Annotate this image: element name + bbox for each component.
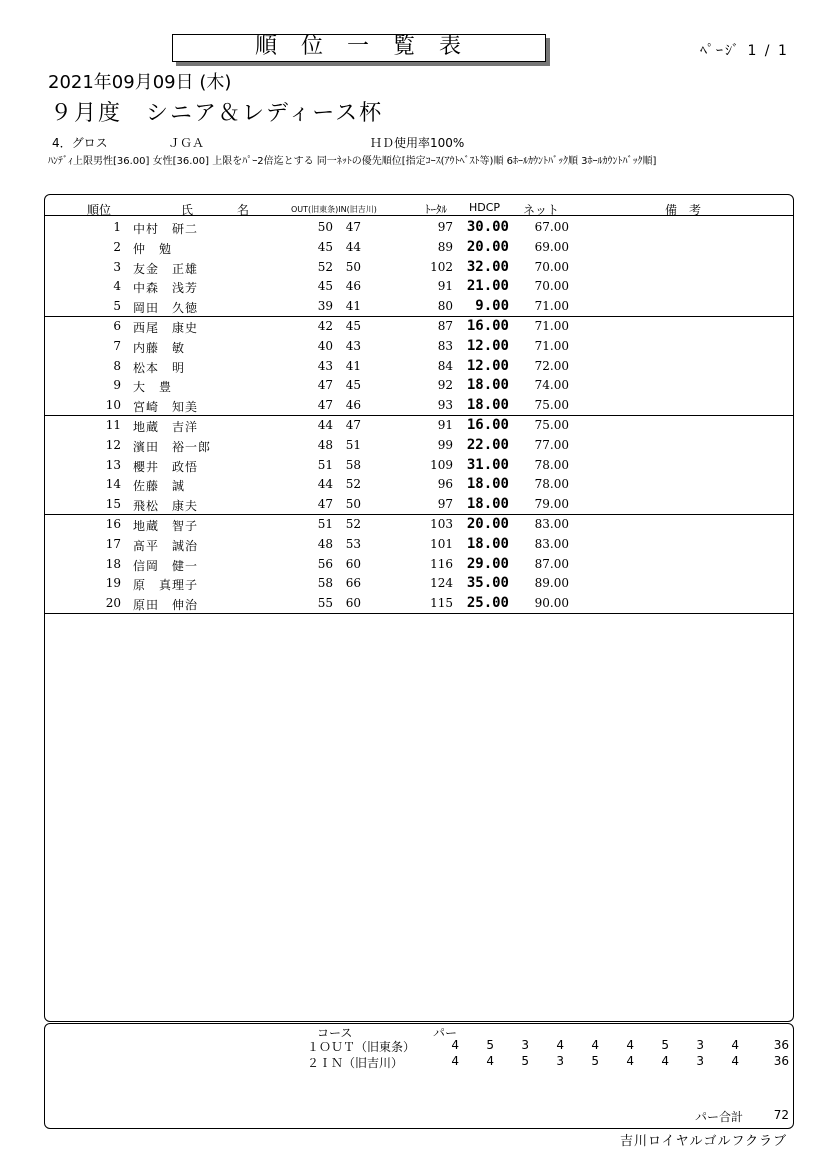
hole-par: 4 bbox=[661, 1054, 669, 1068]
total-cell: 97 bbox=[437, 497, 453, 512]
in-score-cell: 41 bbox=[345, 299, 361, 314]
hole-par: 4 bbox=[626, 1038, 634, 1052]
name-cell: 内藤 敏 bbox=[133, 340, 186, 355]
name-cell: 友金 正雄 bbox=[133, 261, 199, 276]
hole-par: 4 bbox=[731, 1054, 739, 1068]
results-table bbox=[44, 194, 794, 1022]
course-par-panel bbox=[44, 1023, 794, 1129]
table-row bbox=[45, 554, 793, 574]
rank-cell: 20 bbox=[105, 596, 121, 611]
rank-cell: 11 bbox=[105, 418, 121, 432]
total-cell: 92 bbox=[437, 378, 453, 393]
net-cell: 71.00 bbox=[534, 299, 569, 314]
out-score-cell: 48 bbox=[317, 536, 333, 551]
event-date: 2021年09月09日 (木) bbox=[48, 72, 232, 93]
rank-cell: 5 bbox=[113, 299, 121, 314]
hole-par: 5 bbox=[591, 1054, 599, 1068]
scoring-label: ＪＧＡ bbox=[168, 136, 205, 150]
hdcp-cell: 9.00 bbox=[475, 298, 509, 315]
table-row bbox=[45, 474, 793, 494]
net-cell: 78.00 bbox=[534, 477, 569, 492]
par-total-label: パー合計 bbox=[695, 1110, 744, 1124]
total-cell: 83 bbox=[437, 338, 453, 353]
out-score-cell: 47 bbox=[317, 497, 333, 512]
total-cell: 87 bbox=[437, 319, 453, 333]
table-header bbox=[45, 201, 793, 215]
in-score-cell: 60 bbox=[345, 596, 361, 611]
rank-cell: 3 bbox=[113, 259, 121, 274]
in-score-cell: 50 bbox=[345, 259, 361, 274]
group-divider bbox=[45, 613, 793, 614]
in-score-cell: 44 bbox=[345, 239, 361, 254]
name-cell: 髙平 誠治 bbox=[133, 538, 199, 553]
hole-par: 4 bbox=[486, 1054, 494, 1068]
table-row bbox=[45, 593, 793, 613]
name-cell: 地蔵 吉洋 bbox=[133, 420, 199, 434]
hdcp-cell: 22.00 bbox=[466, 436, 509, 453]
in-score-cell: 50 bbox=[345, 497, 361, 512]
hole-par: 4 bbox=[731, 1038, 739, 1052]
total-cell: 93 bbox=[437, 398, 453, 413]
net-cell: 89.00 bbox=[534, 576, 569, 591]
page-number: ﾍﾟｰｼﾞ 1 / 1 bbox=[700, 43, 789, 59]
hdcp-cell: 32.00 bbox=[466, 258, 509, 275]
net-cell: 90.00 bbox=[534, 596, 569, 611]
hole-par: 4 bbox=[591, 1038, 599, 1052]
in-score-cell: 52 bbox=[345, 477, 361, 492]
hole-par: 5 bbox=[521, 1054, 529, 1068]
name-cell: 濱田 裕一郎 bbox=[133, 439, 212, 454]
net-cell: 79.00 bbox=[534, 497, 569, 512]
name-cell: 大 豊 bbox=[133, 380, 173, 395]
total-cell: 91 bbox=[437, 418, 453, 432]
rank-cell: 18 bbox=[105, 556, 121, 571]
in-score-cell: 58 bbox=[345, 457, 361, 472]
table-row bbox=[45, 455, 793, 475]
hole-par: 5 bbox=[486, 1038, 494, 1052]
net-cell: 71.00 bbox=[534, 319, 569, 333]
net-cell: 77.00 bbox=[534, 437, 569, 452]
out-score-cell: 52 bbox=[317, 259, 333, 274]
out-score-cell: 51 bbox=[317, 517, 333, 531]
handicap-rules: ﾊﾝﾃﾞｨ上限男性[36.00] 女性[36.00] 上限をﾊﾟｰ2倍迄とする 同一ﾈｯﾄの優先順位[指定ｺｰｽ(ｱｳﾄﾍﾞｽﾄ等)順 6ﾎｰﾙｶｳﾝﾄﾊﾞｯｸ順 3ﾎｰﾙｶｳﾝﾄﾊﾞｯｸ順] bbox=[48, 156, 657, 167]
rank-cell: 9 bbox=[113, 378, 121, 393]
hdcp-cell: 12.00 bbox=[466, 337, 509, 354]
hdcp-cell: 20.00 bbox=[466, 238, 509, 255]
net-cell: 69.00 bbox=[534, 239, 569, 254]
hdcp-cell: 35.00 bbox=[466, 575, 509, 592]
in-score-cell: 60 bbox=[345, 556, 361, 571]
total-cell: 99 bbox=[437, 437, 453, 452]
total-cell: 101 bbox=[430, 536, 453, 551]
in-score-cell: 66 bbox=[345, 576, 361, 591]
name-cell: 宮崎 知美 bbox=[133, 400, 199, 415]
col-out-in: OUT(旧東条)IN(旧吉川) bbox=[291, 205, 377, 214]
out-score-cell: 43 bbox=[317, 358, 333, 373]
table-row bbox=[45, 534, 793, 554]
hole-par: 3 bbox=[696, 1038, 704, 1052]
hdcp-cell: 31.00 bbox=[466, 456, 509, 473]
table-row bbox=[45, 237, 793, 257]
out-score-cell: 51 bbox=[317, 457, 333, 472]
category-label: 4．グロス bbox=[52, 136, 108, 150]
col-total: ﾄｰﾀﾙ bbox=[425, 203, 447, 216]
col-net: ネット bbox=[523, 203, 560, 217]
page-title: 順位一覧表 bbox=[254, 34, 485, 59]
total-cell: 91 bbox=[437, 279, 453, 294]
total-cell: 96 bbox=[437, 477, 453, 492]
in-score-cell: 47 bbox=[345, 220, 361, 234]
out-score-cell: 48 bbox=[317, 437, 333, 452]
table-row bbox=[45, 336, 793, 356]
out-score-cell: 50 bbox=[317, 220, 333, 234]
hdcp-cell: 18.00 bbox=[466, 397, 509, 414]
rank-cell: 4 bbox=[113, 279, 121, 294]
col-remarks: 備 考 bbox=[665, 203, 702, 217]
out-score-cell: 55 bbox=[317, 596, 333, 611]
rank-cell: 12 bbox=[105, 437, 121, 452]
table-row bbox=[45, 316, 793, 336]
out-score-cell: 58 bbox=[317, 576, 333, 591]
out-score-cell: 39 bbox=[317, 299, 333, 314]
net-cell: 70.00 bbox=[534, 259, 569, 274]
course-name: １ＯＵＴ（旧東条） bbox=[307, 1040, 416, 1054]
club-name: 吉川ロイヤルゴルフクラブ bbox=[620, 1134, 788, 1149]
total-cell: 116 bbox=[430, 556, 453, 571]
net-cell: 87.00 bbox=[534, 556, 569, 571]
name-cell: 地蔵 智子 bbox=[133, 519, 199, 533]
table-row bbox=[45, 415, 793, 435]
hdcp-cell: 18.00 bbox=[466, 476, 509, 493]
in-score-cell: 43 bbox=[345, 338, 361, 353]
hdcp-cell: 25.00 bbox=[466, 595, 509, 612]
total-cell: 109 bbox=[430, 457, 453, 472]
rank-cell: 16 bbox=[105, 517, 121, 531]
in-score-cell: 51 bbox=[345, 437, 361, 452]
total-cell: 80 bbox=[437, 299, 453, 314]
hdcp-cell: 20.00 bbox=[466, 516, 509, 532]
out-score-cell: 56 bbox=[317, 556, 333, 571]
net-cell: 83.00 bbox=[534, 536, 569, 551]
hd-rate-label: ＨＤ使用率100% bbox=[370, 136, 465, 150]
col-name-family: 氏 bbox=[181, 203, 194, 217]
in-score-cell: 41 bbox=[345, 358, 361, 373]
course-par-total: 36 bbox=[773, 1054, 789, 1068]
name-cell: 佐藤 誠 bbox=[133, 479, 186, 494]
rank-cell: 14 bbox=[105, 477, 121, 492]
name-cell: 仲 勉 bbox=[133, 241, 173, 256]
table-row bbox=[45, 514, 793, 534]
net-cell: 78.00 bbox=[534, 457, 569, 472]
in-score-cell: 45 bbox=[345, 319, 361, 333]
total-cell: 124 bbox=[430, 576, 453, 591]
name-cell: 岡田 久徳 bbox=[133, 301, 199, 316]
table-row bbox=[45, 375, 793, 395]
out-score-cell: 42 bbox=[317, 319, 333, 333]
rank-cell: 8 bbox=[113, 358, 121, 373]
table-row bbox=[45, 494, 793, 514]
col-name-given: 名 bbox=[237, 203, 250, 217]
net-cell: 71.00 bbox=[534, 338, 569, 353]
out-score-cell: 47 bbox=[317, 398, 333, 413]
out-score-cell: 45 bbox=[317, 239, 333, 254]
rank-cell: 13 bbox=[105, 457, 121, 472]
hdcp-cell: 18.00 bbox=[466, 496, 509, 513]
out-score-cell: 44 bbox=[317, 418, 333, 432]
out-score-cell: 44 bbox=[317, 477, 333, 492]
table-row bbox=[45, 435, 793, 455]
rank-cell: 10 bbox=[105, 398, 121, 413]
name-cell: 西尾 康史 bbox=[133, 321, 199, 335]
name-cell: 櫻井 政悟 bbox=[133, 459, 199, 474]
net-cell: 72.00 bbox=[534, 358, 569, 373]
name-cell: 飛松 康夫 bbox=[133, 499, 199, 514]
total-cell: 84 bbox=[437, 358, 453, 373]
in-score-cell: 45 bbox=[345, 378, 361, 393]
net-cell: 74.00 bbox=[534, 378, 569, 393]
name-cell: 中村 研二 bbox=[133, 222, 199, 236]
hdcp-cell: 16.00 bbox=[466, 417, 509, 433]
in-score-cell: 47 bbox=[345, 418, 361, 432]
total-cell: 89 bbox=[437, 239, 453, 254]
name-cell: 信岡 健一 bbox=[133, 558, 199, 573]
hdcp-cell: 29.00 bbox=[466, 555, 509, 572]
col-hdcp: HDCP bbox=[469, 201, 501, 214]
hole-par: 4 bbox=[451, 1054, 459, 1068]
rank-cell: 15 bbox=[105, 497, 121, 512]
in-score-cell: 52 bbox=[345, 517, 361, 531]
hole-par: 3 bbox=[556, 1054, 564, 1068]
course-label: コース bbox=[317, 1026, 353, 1040]
in-score-cell: 53 bbox=[345, 536, 361, 551]
hdcp-cell: 21.00 bbox=[466, 278, 509, 295]
header-divider bbox=[45, 215, 793, 216]
in-score-cell: 46 bbox=[345, 279, 361, 294]
hole-par: 3 bbox=[696, 1054, 704, 1068]
hole-par: 3 bbox=[521, 1038, 529, 1052]
rank-cell: 7 bbox=[113, 338, 121, 353]
table-row bbox=[45, 296, 793, 316]
net-cell: 75.00 bbox=[534, 418, 569, 432]
table-row bbox=[45, 217, 793, 237]
hole-par: 4 bbox=[626, 1054, 634, 1068]
hole-par: 4 bbox=[556, 1038, 564, 1052]
net-cell: 75.00 bbox=[534, 398, 569, 413]
name-cell: 原 真理子 bbox=[133, 578, 199, 593]
rank-cell: 6 bbox=[113, 319, 121, 333]
rank-cell: 19 bbox=[105, 576, 121, 591]
hdcp-cell: 18.00 bbox=[466, 377, 509, 394]
net-cell: 83.00 bbox=[534, 517, 569, 531]
name-cell: 松本 明 bbox=[133, 360, 186, 375]
hdcp-cell: 30.00 bbox=[466, 219, 509, 235]
rank-cell: 17 bbox=[105, 536, 121, 551]
event-name: ９月度 シニア＆レディース杯 bbox=[50, 101, 384, 126]
net-cell: 70.00 bbox=[534, 279, 569, 294]
out-score-cell: 47 bbox=[317, 378, 333, 393]
table-row bbox=[45, 356, 793, 376]
rank-cell: 2 bbox=[113, 239, 121, 254]
hole-par: 4 bbox=[451, 1038, 459, 1052]
out-score-cell: 40 bbox=[317, 338, 333, 353]
table-row bbox=[45, 573, 793, 593]
total-cell: 103 bbox=[430, 517, 453, 531]
out-score-cell: 45 bbox=[317, 279, 333, 294]
par-total-value: 72 bbox=[773, 1108, 789, 1122]
total-cell: 97 bbox=[437, 220, 453, 234]
col-rank: 順位 bbox=[87, 203, 112, 217]
hdcp-cell: 18.00 bbox=[466, 535, 509, 552]
hdcp-cell: 12.00 bbox=[466, 357, 509, 374]
course-par-total: 36 bbox=[773, 1038, 789, 1052]
course-name: ２ＩＮ（旧吉川） bbox=[307, 1056, 404, 1070]
table-row bbox=[45, 257, 793, 277]
total-cell: 115 bbox=[430, 596, 453, 611]
name-cell: 原田 伸治 bbox=[133, 598, 199, 613]
table-row bbox=[45, 276, 793, 296]
in-score-cell: 46 bbox=[345, 398, 361, 413]
par-label: パー bbox=[433, 1026, 458, 1040]
hole-par: 5 bbox=[661, 1038, 669, 1052]
hdcp-cell: 16.00 bbox=[466, 318, 509, 334]
table-row bbox=[45, 395, 793, 415]
rank-cell: 1 bbox=[113, 220, 121, 234]
name-cell: 中森 浅芳 bbox=[133, 281, 199, 296]
net-cell: 67.00 bbox=[534, 220, 569, 234]
total-cell: 102 bbox=[430, 259, 453, 274]
